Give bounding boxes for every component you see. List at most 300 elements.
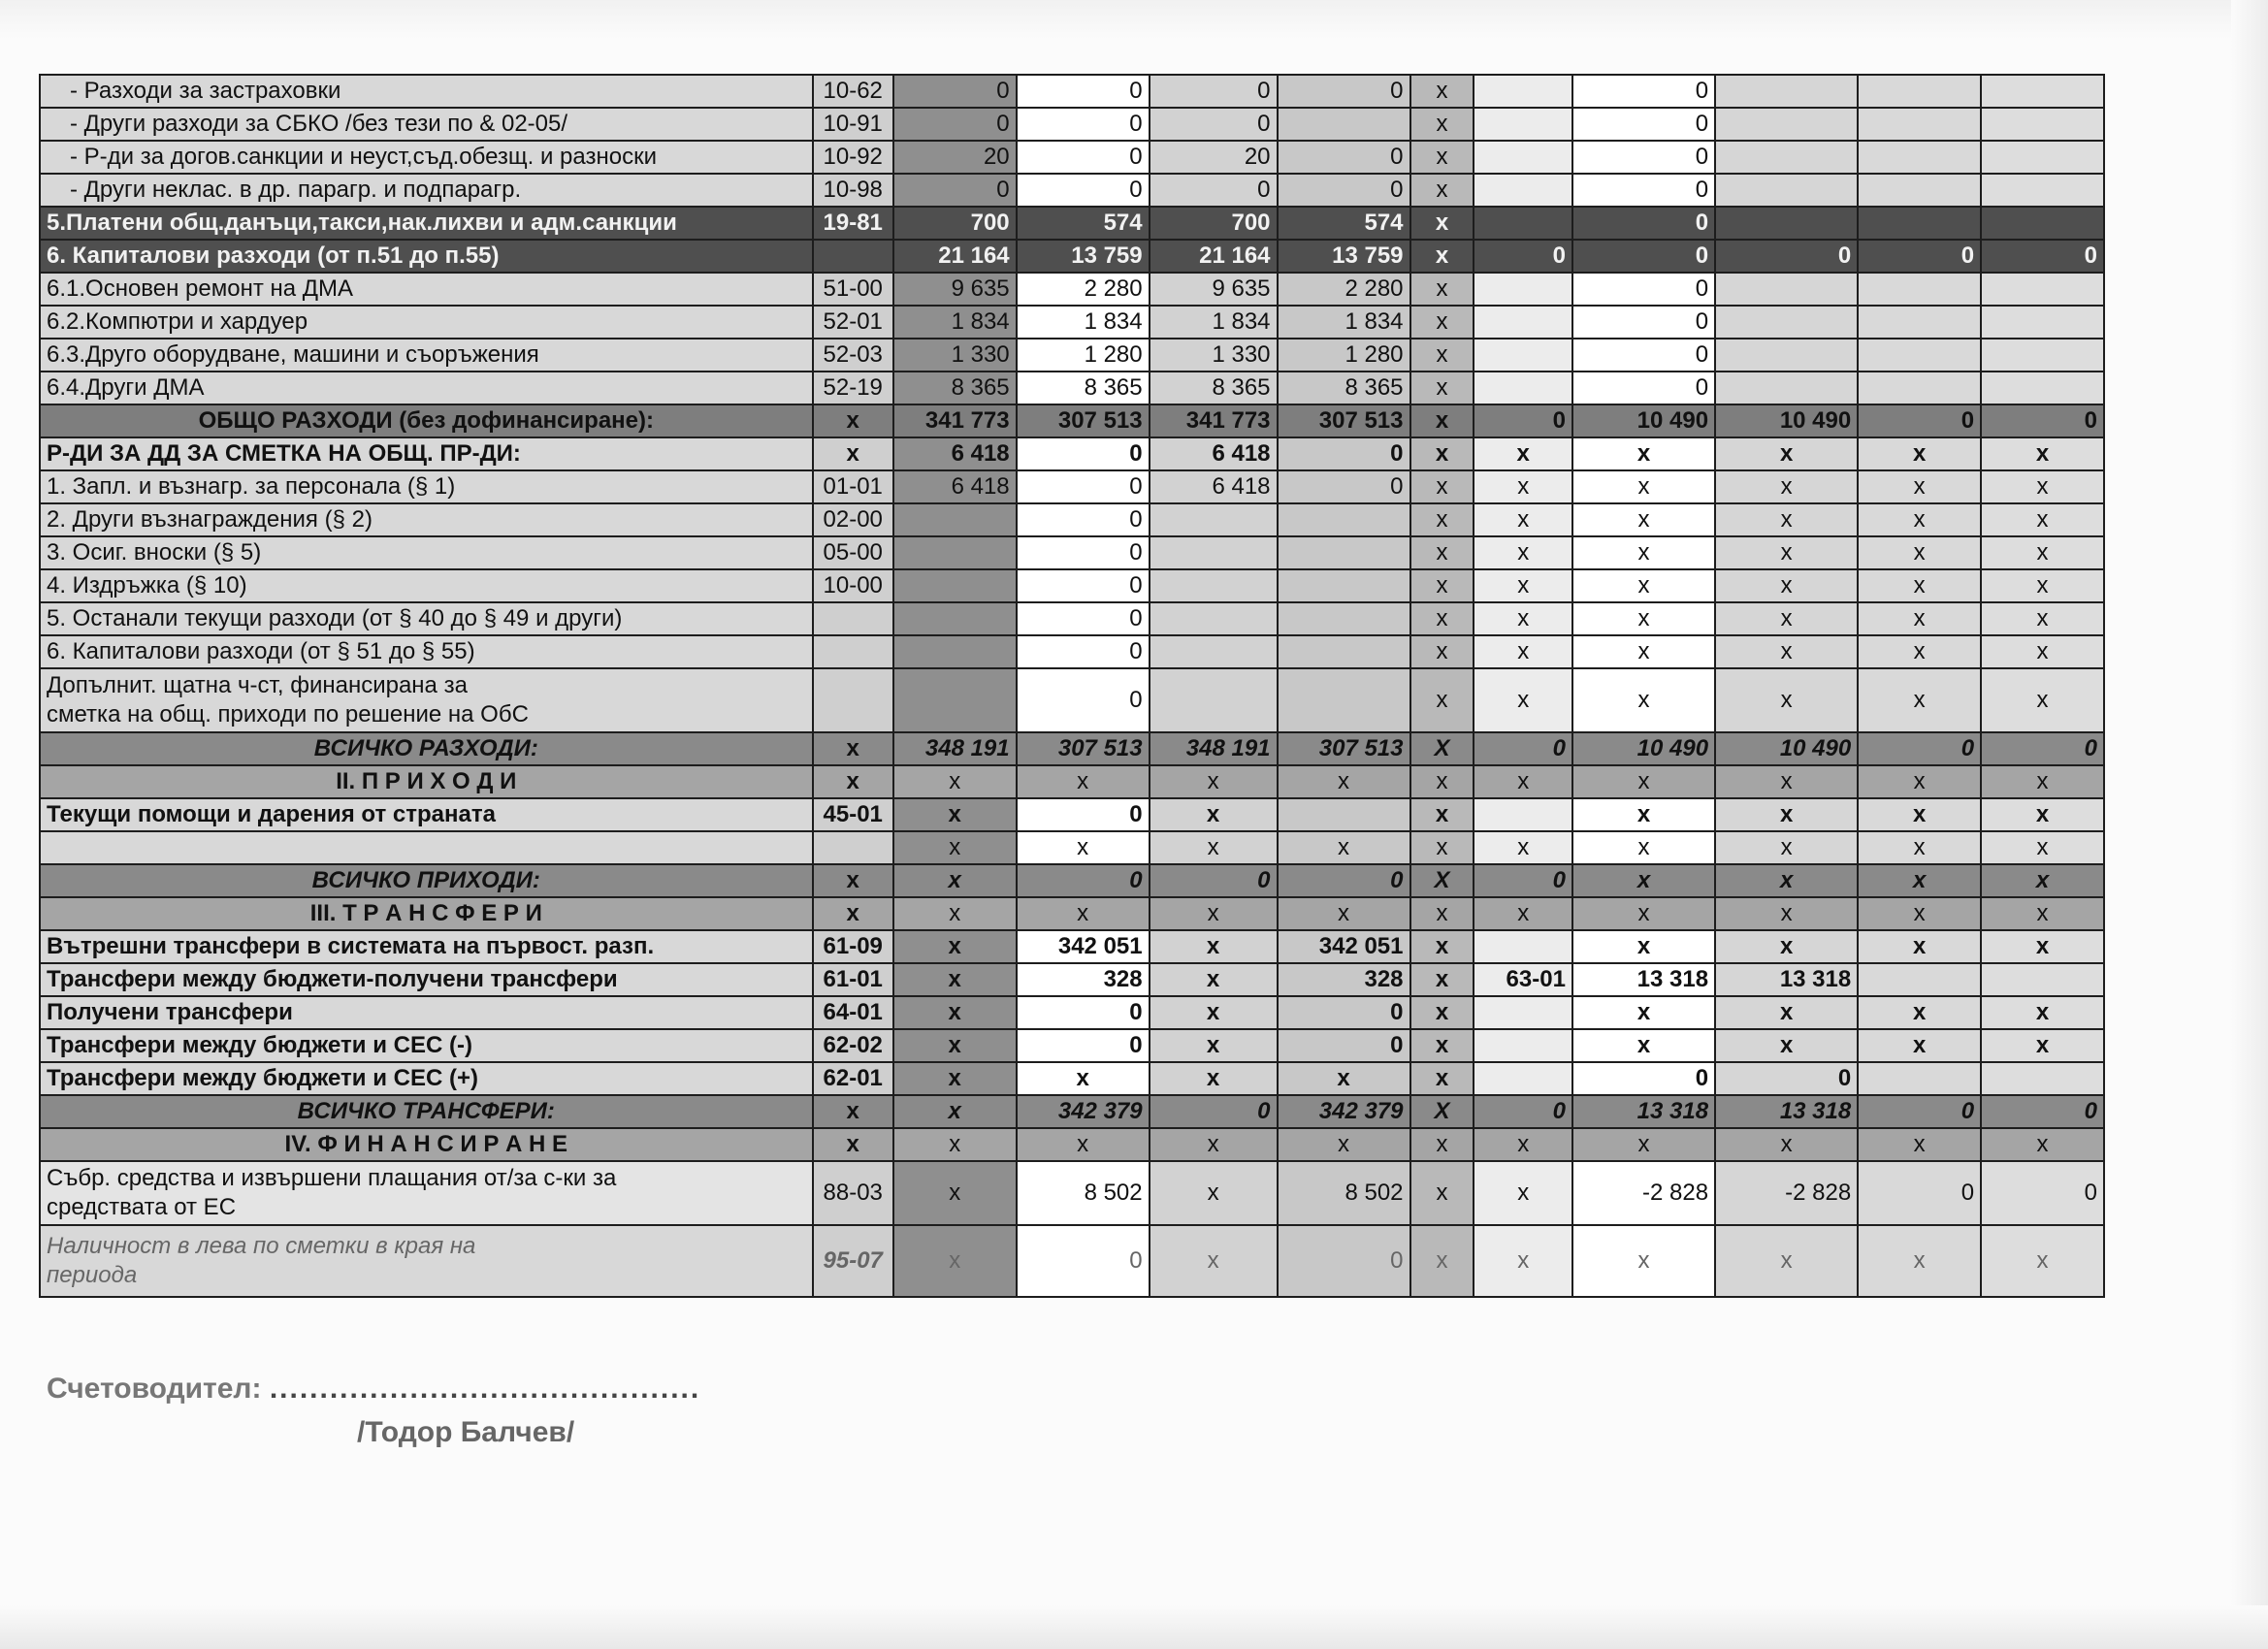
paragraph-code: 45-01 bbox=[813, 798, 893, 831]
table-row bbox=[40, 668, 2104, 732]
cell-c11: x bbox=[1858, 503, 1981, 536]
paragraph-code: x bbox=[813, 732, 893, 765]
cell-c4: 1 834 bbox=[1017, 306, 1150, 339]
cell-c6 bbox=[1278, 635, 1410, 668]
cell-c10 bbox=[1715, 207, 1858, 240]
cell-c12: 0 bbox=[1981, 732, 2104, 765]
row-label bbox=[40, 963, 813, 996]
cell-c6 bbox=[1278, 798, 1410, 831]
cell-c7: x bbox=[1410, 963, 1474, 996]
cell-c5 bbox=[1150, 569, 1278, 602]
cell-c4: 2 280 bbox=[1017, 273, 1150, 306]
cell-c10 bbox=[1715, 174, 1858, 207]
paragraph-code: 10-91 bbox=[813, 108, 893, 141]
cell-c5 bbox=[1150, 536, 1278, 569]
cell-c4: 1 280 bbox=[1017, 339, 1150, 372]
cell-c11: x bbox=[1858, 602, 1981, 635]
cell-c10: x bbox=[1715, 1029, 1858, 1062]
cell-c5: x bbox=[1150, 996, 1278, 1029]
row-label-text: ВСИЧКО ТРАНСФЕРИ: bbox=[297, 1098, 555, 1124]
row-label-text: 4. Издръжка (§ 10) bbox=[47, 572, 247, 598]
cell-c9: x bbox=[1572, 437, 1715, 470]
cell-c7: x bbox=[1410, 470, 1474, 503]
paragraph-code: 95-07 bbox=[813, 1225, 893, 1297]
cell-c3: 0 bbox=[893, 75, 1017, 108]
cell-c4: 307 513 bbox=[1017, 404, 1150, 437]
table-row bbox=[40, 996, 2104, 1029]
cell-c3 bbox=[893, 569, 1017, 602]
cell-c10: x bbox=[1715, 635, 1858, 668]
table-row bbox=[40, 864, 2104, 897]
cell-c9: x bbox=[1572, 569, 1715, 602]
cell-c3: 1 330 bbox=[893, 339, 1017, 372]
cell-c11 bbox=[1858, 306, 1981, 339]
table-row bbox=[40, 207, 2104, 240]
cell-c9: 10 490 bbox=[1572, 404, 1715, 437]
cell-c6: 0 bbox=[1278, 1225, 1410, 1297]
table-row bbox=[40, 273, 2104, 306]
row-label-text-line2: сметка на общ. приходи по решение на ОбС bbox=[47, 701, 529, 728]
table-row bbox=[40, 602, 2104, 635]
table-row bbox=[40, 963, 2104, 996]
cell-c4: 8 365 bbox=[1017, 372, 1150, 404]
paragraph-code: x bbox=[813, 1095, 893, 1128]
cell-c10: x bbox=[1715, 897, 1858, 930]
paragraph-code bbox=[813, 240, 893, 273]
cell-c10: 13 318 bbox=[1715, 1095, 1858, 1128]
cell-c7: x bbox=[1410, 635, 1474, 668]
cell-c7: x bbox=[1410, 503, 1474, 536]
cell-c4: 0 bbox=[1017, 635, 1150, 668]
cell-c7: x bbox=[1410, 1225, 1474, 1297]
row-label bbox=[40, 1225, 813, 1297]
table-row bbox=[40, 1029, 2104, 1062]
cell-c12 bbox=[1981, 372, 2104, 404]
cell-c8 bbox=[1474, 273, 1571, 306]
cell-c4: 574 bbox=[1017, 207, 1150, 240]
cell-c4: 342 051 bbox=[1017, 930, 1150, 963]
cell-c7: x bbox=[1410, 798, 1474, 831]
cell-c7: x bbox=[1410, 1161, 1474, 1225]
row-label bbox=[40, 108, 813, 141]
cell-c4: 0 bbox=[1017, 668, 1150, 732]
paragraph-code bbox=[813, 635, 893, 668]
row-label-text-line2: периода bbox=[47, 1262, 138, 1288]
cell-c12: x bbox=[1981, 1029, 2104, 1062]
paragraph-code: 10-62 bbox=[813, 75, 893, 108]
cell-c3: 341 773 bbox=[893, 404, 1017, 437]
cell-c4: 0 bbox=[1017, 1029, 1150, 1062]
cell-c7: x bbox=[1410, 831, 1474, 864]
row-label bbox=[40, 864, 813, 897]
cell-c6: 307 513 bbox=[1278, 732, 1410, 765]
row-label bbox=[40, 1161, 813, 1225]
cell-c4: 8 502 bbox=[1017, 1161, 1150, 1225]
cell-c9: x bbox=[1572, 1225, 1715, 1297]
cell-c9: 0 bbox=[1572, 273, 1715, 306]
cell-c5: 8 365 bbox=[1150, 372, 1278, 404]
cell-c5: 9 635 bbox=[1150, 273, 1278, 306]
paragraph-code: 52-03 bbox=[813, 339, 893, 372]
table-row bbox=[40, 306, 2104, 339]
cell-c6: 328 bbox=[1278, 963, 1410, 996]
paragraph-code: 62-01 bbox=[813, 1062, 893, 1095]
row-label bbox=[40, 602, 813, 635]
cell-c11 bbox=[1858, 207, 1981, 240]
paragraph-code: 01-01 bbox=[813, 470, 893, 503]
cell-c11 bbox=[1858, 174, 1981, 207]
cell-c5: x bbox=[1150, 1225, 1278, 1297]
row-label-text: ОБЩО РАЗХОДИ (без дофинансиране): bbox=[198, 407, 654, 434]
cell-c5 bbox=[1150, 602, 1278, 635]
cell-c5: x bbox=[1150, 1161, 1278, 1225]
cell-c12: x bbox=[1981, 897, 2104, 930]
cell-c3 bbox=[893, 668, 1017, 732]
cell-c8 bbox=[1474, 798, 1571, 831]
cell-c5: x bbox=[1150, 798, 1278, 831]
row-label bbox=[40, 668, 813, 732]
row-label bbox=[40, 174, 813, 207]
cell-c3: 348 191 bbox=[893, 732, 1017, 765]
cell-c7: x bbox=[1410, 75, 1474, 108]
row-label-text: 6. Капиталови разходи (от п.51 до п.55) bbox=[47, 242, 500, 269]
cell-c3: 20 bbox=[893, 141, 1017, 174]
row-label-text: Р-ДИ ЗА ДД ЗА СМЕТКА НА ОБЩ. ПР-ДИ: bbox=[47, 440, 521, 467]
cell-c9: x bbox=[1572, 864, 1715, 897]
paragraph-code bbox=[813, 831, 893, 864]
cell-c4: x bbox=[1017, 765, 1150, 798]
cell-c7: x bbox=[1410, 108, 1474, 141]
cell-c8: 0 bbox=[1474, 240, 1571, 273]
cell-c12: 0 bbox=[1981, 1161, 2104, 1225]
cell-c4: 0 bbox=[1017, 141, 1150, 174]
cell-c7: x bbox=[1410, 141, 1474, 174]
cell-c4: x bbox=[1017, 1128, 1150, 1161]
row-label bbox=[40, 831, 813, 864]
cell-c6 bbox=[1278, 569, 1410, 602]
row-label-text: Вътрешни трансфери в системата на първост. разп. bbox=[47, 933, 655, 959]
cell-c9: 0 bbox=[1572, 1062, 1715, 1095]
paragraph-code: x bbox=[813, 437, 893, 470]
cell-c10: x bbox=[1715, 668, 1858, 732]
cell-c11: 0 bbox=[1858, 1095, 1981, 1128]
cell-c10 bbox=[1715, 273, 1858, 306]
cell-c3: 6 418 bbox=[893, 437, 1017, 470]
cell-c5: 348 191 bbox=[1150, 732, 1278, 765]
cell-c6: x bbox=[1278, 1128, 1410, 1161]
cell-c8: x bbox=[1474, 831, 1571, 864]
cell-c11: 0 bbox=[1858, 240, 1981, 273]
cell-c12 bbox=[1981, 1062, 2104, 1095]
cell-c9: 0 bbox=[1572, 306, 1715, 339]
table-row bbox=[40, 404, 2104, 437]
cell-c12: x bbox=[1981, 864, 2104, 897]
table-row bbox=[40, 569, 2104, 602]
row-label bbox=[40, 339, 813, 372]
cell-c7: x bbox=[1410, 207, 1474, 240]
cell-c11: x bbox=[1858, 864, 1981, 897]
page-top-edge bbox=[0, 0, 2268, 39]
cell-c11 bbox=[1858, 273, 1981, 306]
paragraph-code: x bbox=[813, 864, 893, 897]
table-row bbox=[40, 240, 2104, 273]
cell-c3: x bbox=[893, 897, 1017, 930]
page-bottom-edge bbox=[0, 1605, 2268, 1649]
cell-c4: 0 bbox=[1017, 536, 1150, 569]
cell-c8: 0 bbox=[1474, 864, 1571, 897]
cell-c10: x bbox=[1715, 765, 1858, 798]
cell-c6 bbox=[1278, 602, 1410, 635]
cell-c6: 0 bbox=[1278, 1029, 1410, 1062]
paragraph-code: 19-81 bbox=[813, 207, 893, 240]
cell-c9: 13 318 bbox=[1572, 963, 1715, 996]
cell-c3 bbox=[893, 536, 1017, 569]
cell-c12: 0 bbox=[1981, 240, 2104, 273]
cell-c8 bbox=[1474, 207, 1571, 240]
cell-c4: 342 379 bbox=[1017, 1095, 1150, 1128]
cell-c7: x bbox=[1410, 668, 1474, 732]
cell-c12: x bbox=[1981, 930, 2104, 963]
row-label bbox=[40, 897, 813, 930]
cell-c11 bbox=[1858, 963, 1981, 996]
paragraph-code: 52-01 bbox=[813, 306, 893, 339]
cell-c6: 2 280 bbox=[1278, 273, 1410, 306]
cell-c6: 0 bbox=[1278, 864, 1410, 897]
cell-c7: x bbox=[1410, 536, 1474, 569]
cell-c7: x bbox=[1410, 996, 1474, 1029]
cell-c3: x bbox=[893, 1062, 1017, 1095]
cell-c5: 341 773 bbox=[1150, 404, 1278, 437]
cell-c9: x bbox=[1572, 897, 1715, 930]
cell-c12: x bbox=[1981, 765, 2104, 798]
table-row bbox=[40, 536, 2104, 569]
cell-c7: X bbox=[1410, 732, 1474, 765]
row-label bbox=[40, 996, 813, 1029]
cell-c6: 574 bbox=[1278, 207, 1410, 240]
cell-c5: 0 bbox=[1150, 108, 1278, 141]
cell-c10: x bbox=[1715, 930, 1858, 963]
table-row bbox=[40, 174, 2104, 207]
cell-c10 bbox=[1715, 306, 1858, 339]
cell-c4: 0 bbox=[1017, 798, 1150, 831]
cell-c5: 700 bbox=[1150, 207, 1278, 240]
cell-c10: x bbox=[1715, 1128, 1858, 1161]
table-row bbox=[40, 930, 2104, 963]
cell-c9: -2 828 bbox=[1572, 1161, 1715, 1225]
cell-c10: x bbox=[1715, 1225, 1858, 1297]
cell-c8 bbox=[1474, 141, 1571, 174]
cell-c4: 0 bbox=[1017, 602, 1150, 635]
cell-c11: 0 bbox=[1858, 404, 1981, 437]
row-label-text: 6. Капиталови разходи (от § 51 до § 55) bbox=[47, 638, 475, 664]
cell-c11: x bbox=[1858, 930, 1981, 963]
cell-c6: 8 365 bbox=[1278, 372, 1410, 404]
cell-c9: 0 bbox=[1572, 141, 1715, 174]
cell-c6: 0 bbox=[1278, 75, 1410, 108]
table-row bbox=[40, 1095, 2104, 1128]
cell-c8: x bbox=[1474, 668, 1571, 732]
paragraph-code: x bbox=[813, 765, 893, 798]
cell-c9: 0 bbox=[1572, 75, 1715, 108]
table-row bbox=[40, 75, 2104, 108]
row-label-text: 6.2.Компютри и хардуер bbox=[47, 308, 308, 335]
cell-c8 bbox=[1474, 372, 1571, 404]
cell-c7: x bbox=[1410, 273, 1474, 306]
cell-c8 bbox=[1474, 996, 1571, 1029]
row-label-text: Допълнит. щатна ч-ст, финансирана за bbox=[47, 672, 468, 698]
cell-c10: x bbox=[1715, 864, 1858, 897]
cell-c4: x bbox=[1017, 831, 1150, 864]
row-label-text: II. П Р И Х О Д И bbox=[336, 768, 517, 794]
cell-c3: 9 635 bbox=[893, 273, 1017, 306]
row-label bbox=[40, 1095, 813, 1128]
cell-c4: 0 bbox=[1017, 996, 1150, 1029]
cell-c9: x bbox=[1572, 635, 1715, 668]
cell-c3: x bbox=[893, 864, 1017, 897]
row-label-text: 6.3.Друго оборудване, машини и съоръжения bbox=[47, 341, 539, 368]
cell-c5 bbox=[1150, 503, 1278, 536]
cell-c11 bbox=[1858, 108, 1981, 141]
cell-c9: 0 bbox=[1572, 207, 1715, 240]
cell-c7: x bbox=[1410, 339, 1474, 372]
cell-c10: -2 828 bbox=[1715, 1161, 1858, 1225]
cell-c11: 0 bbox=[1858, 1161, 1981, 1225]
row-label-text: 6.4.Други ДМА bbox=[47, 374, 205, 401]
cell-c8: x bbox=[1474, 437, 1571, 470]
cell-c10: x bbox=[1715, 798, 1858, 831]
cell-c9: x bbox=[1572, 1029, 1715, 1062]
cell-c11: 0 bbox=[1858, 732, 1981, 765]
paragraph-code: 10-00 bbox=[813, 569, 893, 602]
cell-c7: x bbox=[1410, 240, 1474, 273]
cell-c5: x bbox=[1150, 1029, 1278, 1062]
cell-c3: x bbox=[893, 831, 1017, 864]
row-label bbox=[40, 536, 813, 569]
cell-c12 bbox=[1981, 339, 2104, 372]
cell-c10: 0 bbox=[1715, 240, 1858, 273]
cell-c12: 0 bbox=[1981, 1095, 2104, 1128]
cell-c8 bbox=[1474, 75, 1571, 108]
cell-c3 bbox=[893, 503, 1017, 536]
cell-c12 bbox=[1981, 273, 2104, 306]
cell-c5: 0 bbox=[1150, 75, 1278, 108]
cell-c11 bbox=[1858, 141, 1981, 174]
paragraph-code: 61-01 bbox=[813, 963, 893, 996]
paragraph-code bbox=[813, 668, 893, 732]
page-right-edge bbox=[2231, 0, 2268, 1649]
cell-c8: x bbox=[1474, 569, 1571, 602]
cell-c4: 0 bbox=[1017, 569, 1150, 602]
cell-c12 bbox=[1981, 306, 2104, 339]
cell-c10: x bbox=[1715, 536, 1858, 569]
accountant-signature-line bbox=[47, 1373, 700, 1406]
cell-c5: 0 bbox=[1150, 174, 1278, 207]
row-label-text: 3. Осиг. вноски (§ 5) bbox=[47, 539, 262, 566]
cell-c7: x bbox=[1410, 437, 1474, 470]
cell-c4: 0 bbox=[1017, 1225, 1150, 1297]
cell-c10 bbox=[1715, 108, 1858, 141]
cell-c5: 6 418 bbox=[1150, 437, 1278, 470]
cell-c6: 0 bbox=[1278, 470, 1410, 503]
cell-c12: x bbox=[1981, 1225, 2104, 1297]
cell-c11: x bbox=[1858, 569, 1981, 602]
paragraph-code: 62-02 bbox=[813, 1029, 893, 1062]
cell-c4: x bbox=[1017, 897, 1150, 930]
cell-c9: 0 bbox=[1572, 108, 1715, 141]
cell-c5 bbox=[1150, 668, 1278, 732]
cell-c10: x bbox=[1715, 569, 1858, 602]
cell-c5: 0 bbox=[1150, 1095, 1278, 1128]
cell-c8 bbox=[1474, 930, 1571, 963]
cell-c4: 13 759 bbox=[1017, 240, 1150, 273]
cell-c3: x bbox=[893, 930, 1017, 963]
cell-c3: 0 bbox=[893, 174, 1017, 207]
cell-c6: 0 bbox=[1278, 437, 1410, 470]
cell-c12: x bbox=[1981, 536, 2104, 569]
cell-c11: x bbox=[1858, 437, 1981, 470]
cell-c7: x bbox=[1410, 930, 1474, 963]
cell-c3: 8 365 bbox=[893, 372, 1017, 404]
cell-c5: x bbox=[1150, 963, 1278, 996]
paragraph-code: 61-09 bbox=[813, 930, 893, 963]
cell-c11: x bbox=[1858, 1128, 1981, 1161]
cell-c3: 6 418 bbox=[893, 470, 1017, 503]
cell-c4: 0 bbox=[1017, 470, 1150, 503]
cell-c3: x bbox=[893, 765, 1017, 798]
cell-c6: 0 bbox=[1278, 141, 1410, 174]
cell-c8: x bbox=[1474, 897, 1571, 930]
cell-c7: x bbox=[1410, 372, 1474, 404]
cell-c7: X bbox=[1410, 864, 1474, 897]
cell-c5: x bbox=[1150, 1062, 1278, 1095]
cell-c7: x bbox=[1410, 1062, 1474, 1095]
accountant-name: /Тодор Балчев/ bbox=[357, 1416, 575, 1448]
row-label-text: - Разходи за застраховки bbox=[70, 78, 341, 104]
row-label-text: - Други неклас. в др. парагр. и подпарагр. bbox=[70, 177, 522, 203]
row-label bbox=[40, 207, 813, 240]
cell-c5: 21 164 bbox=[1150, 240, 1278, 273]
row-label-text: 1. Запл. и възнагр. за персонала (§ 1) bbox=[47, 473, 456, 500]
cell-c8 bbox=[1474, 174, 1571, 207]
cell-c9: x bbox=[1572, 503, 1715, 536]
cell-c12 bbox=[1981, 75, 2104, 108]
paragraph-code: 10-92 bbox=[813, 141, 893, 174]
row-label bbox=[40, 732, 813, 765]
cell-c5: 1 834 bbox=[1150, 306, 1278, 339]
cell-c12 bbox=[1981, 174, 2104, 207]
row-label bbox=[40, 141, 813, 174]
signature-dots: ........................................... bbox=[269, 1373, 701, 1405]
cell-c7: x bbox=[1410, 765, 1474, 798]
cell-c3: x bbox=[893, 996, 1017, 1029]
cell-c3: x bbox=[893, 1128, 1017, 1161]
cell-c7: x bbox=[1410, 306, 1474, 339]
cell-c6: 8 502 bbox=[1278, 1161, 1410, 1225]
row-label bbox=[40, 569, 813, 602]
cell-c6: 342 051 bbox=[1278, 930, 1410, 963]
cell-c10 bbox=[1715, 141, 1858, 174]
row-label bbox=[40, 404, 813, 437]
cell-c3: x bbox=[893, 1029, 1017, 1062]
cell-c12 bbox=[1981, 108, 2104, 141]
cell-c6: 13 759 bbox=[1278, 240, 1410, 273]
cell-c10 bbox=[1715, 75, 1858, 108]
paragraph-code: 02-00 bbox=[813, 503, 893, 536]
cell-c9: x bbox=[1572, 996, 1715, 1029]
table-row bbox=[40, 765, 2104, 798]
cell-c5 bbox=[1150, 635, 1278, 668]
cell-c6: 1 280 bbox=[1278, 339, 1410, 372]
